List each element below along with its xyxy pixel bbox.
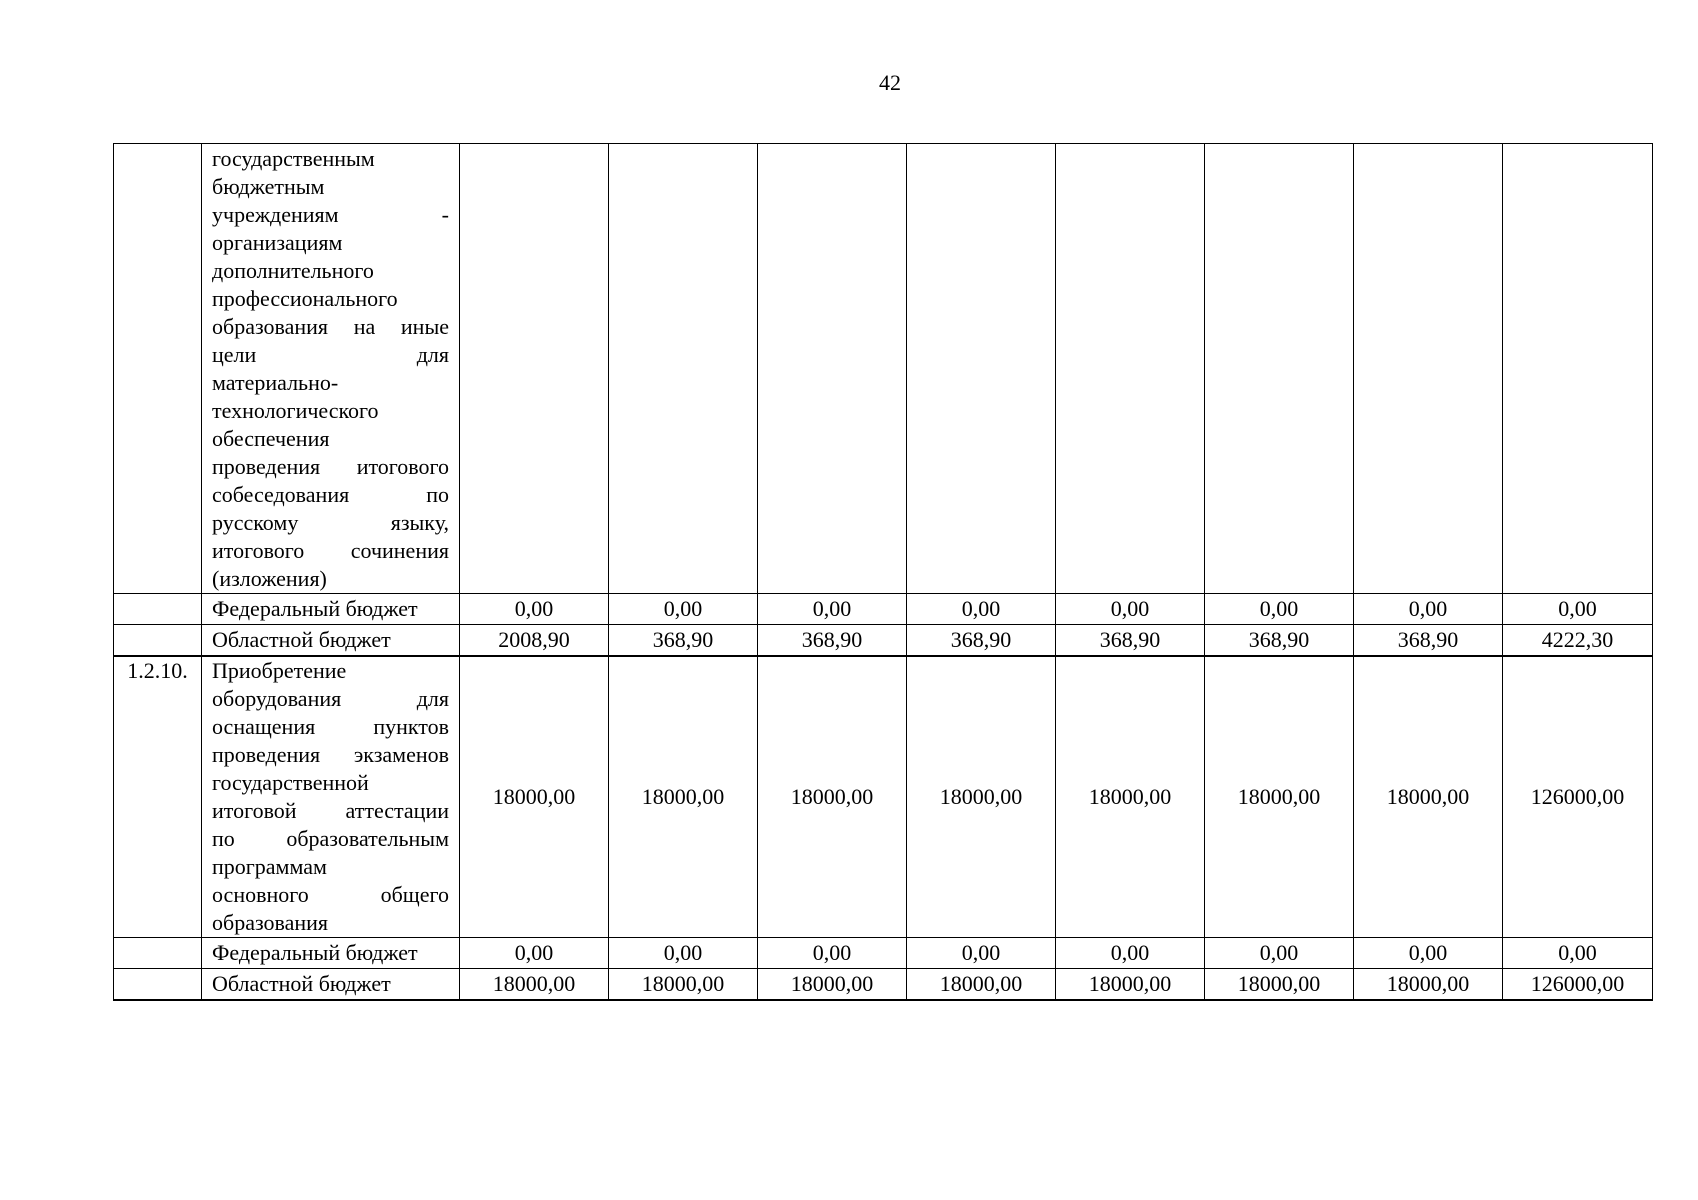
value-cell: 0,00 (1354, 594, 1503, 625)
description-line: собеседования по (212, 481, 449, 507)
description-line: учреждениям - (212, 201, 449, 227)
value-cell (460, 144, 609, 594)
table-row (114, 594, 1653, 625)
value-cell: 18000,00 (1354, 656, 1503, 938)
value-cell: 368,90 (609, 625, 758, 656)
description-line: государственной (212, 769, 369, 795)
value-cell: 368,90 (1354, 625, 1503, 656)
value-cell: 0,00 (1205, 594, 1354, 625)
table-body (114, 144, 1653, 1000)
value-cell: 368,90 (1056, 625, 1205, 656)
value-cell: 18000,00 (1354, 969, 1503, 1000)
description-line: итоговой аттестации (212, 797, 449, 823)
value-cell: 18000,00 (1205, 969, 1354, 1000)
budget-table (113, 143, 1653, 1001)
row-code: 1.2.10. (114, 656, 202, 938)
description-line: бюджетным (212, 173, 325, 199)
value-cell: 18000,00 (758, 969, 907, 1000)
table-row (114, 144, 1653, 594)
value-cell (609, 144, 758, 594)
value-cell: 18000,00 (1056, 969, 1205, 1000)
value-cell: 18000,00 (907, 969, 1056, 1000)
value-cell: 368,90 (758, 625, 907, 656)
row-code (114, 594, 202, 625)
value-cell: 0,00 (907, 938, 1056, 969)
description-line: (изложения) (212, 565, 327, 591)
value-cell: 0,00 (1503, 938, 1653, 969)
description-line: технологического (212, 397, 379, 423)
description-line: профессионального (212, 285, 398, 311)
row-description: Областной бюджет (202, 969, 460, 1000)
value-cell: 0,00 (460, 594, 609, 625)
value-cell: 0,00 (1056, 594, 1205, 625)
description-line: образования на иные (212, 313, 449, 339)
value-cell: 0,00 (1503, 594, 1653, 625)
value-cell: 18000,00 (758, 656, 907, 938)
description-line: русскому языку, (212, 509, 449, 535)
value-cell: 0,00 (460, 938, 609, 969)
value-cell: 0,00 (1056, 938, 1205, 969)
row-code (114, 625, 202, 656)
value-cell: 18000,00 (1205, 656, 1354, 938)
description-line: проведения экзаменов (212, 741, 449, 767)
description-line: Приобретение (212, 657, 347, 683)
value-cell: 368,90 (907, 625, 1056, 656)
description-line: организациям (212, 229, 343, 255)
value-cell: 18000,00 (1056, 656, 1205, 938)
value-cell: 0,00 (1354, 938, 1503, 969)
value-cell: 18000,00 (460, 969, 609, 1000)
value-cell: 2008,90 (460, 625, 609, 656)
description-line: государственным (212, 145, 375, 171)
description-line: оснащения пунктов (212, 713, 449, 739)
value-cell (1503, 144, 1653, 594)
description-line: итогового сочинения (212, 537, 449, 563)
value-cell (758, 144, 907, 594)
description-line: образования (212, 909, 329, 935)
value-cell: 0,00 (758, 594, 907, 625)
description-line: по образовательным (212, 825, 449, 851)
description-line: цели для (212, 341, 449, 367)
table-row (114, 938, 1653, 969)
description-line: обеспечения (212, 425, 330, 451)
description-line: программам (212, 853, 327, 879)
table-row (114, 625, 1653, 656)
value-cell: 368,90 (1205, 625, 1354, 656)
value-cell: 4222,30 (1503, 625, 1653, 656)
description-line: проведения итогового (212, 453, 449, 479)
description-line: дополнительного (212, 257, 374, 283)
value-cell: 126000,00 (1503, 656, 1653, 938)
row-code (114, 144, 202, 594)
row-description: Федеральный бюджет (202, 938, 460, 969)
value-cell: 0,00 (609, 938, 758, 969)
description-line: основного общего (212, 881, 449, 907)
row-description: Областной бюджет (202, 625, 460, 656)
value-cell: 0,00 (758, 938, 907, 969)
page-number: 42 (879, 70, 901, 95)
table-row (114, 969, 1653, 1000)
value-cell: 18000,00 (907, 656, 1056, 938)
value-cell: 0,00 (609, 594, 758, 625)
table-row (114, 656, 1653, 938)
row-description (202, 656, 460, 938)
value-cell (1205, 144, 1354, 594)
value-cell: 126000,00 (1503, 969, 1653, 1000)
value-cell: 0,00 (1205, 938, 1354, 969)
description-line: оборудования для (212, 685, 449, 711)
value-cell: 18000,00 (609, 656, 758, 938)
row-description (202, 144, 460, 594)
row-description: Федеральный бюджет (202, 594, 460, 625)
value-cell: 18000,00 (460, 656, 609, 938)
row-code (114, 938, 202, 969)
value-cell: 18000,00 (609, 969, 758, 1000)
row-code (114, 969, 202, 1000)
value-cell (1354, 144, 1503, 594)
description-line: материально- (212, 369, 339, 395)
value-cell (1056, 144, 1205, 594)
value-cell: 0,00 (907, 594, 1056, 625)
value-cell (907, 144, 1056, 594)
